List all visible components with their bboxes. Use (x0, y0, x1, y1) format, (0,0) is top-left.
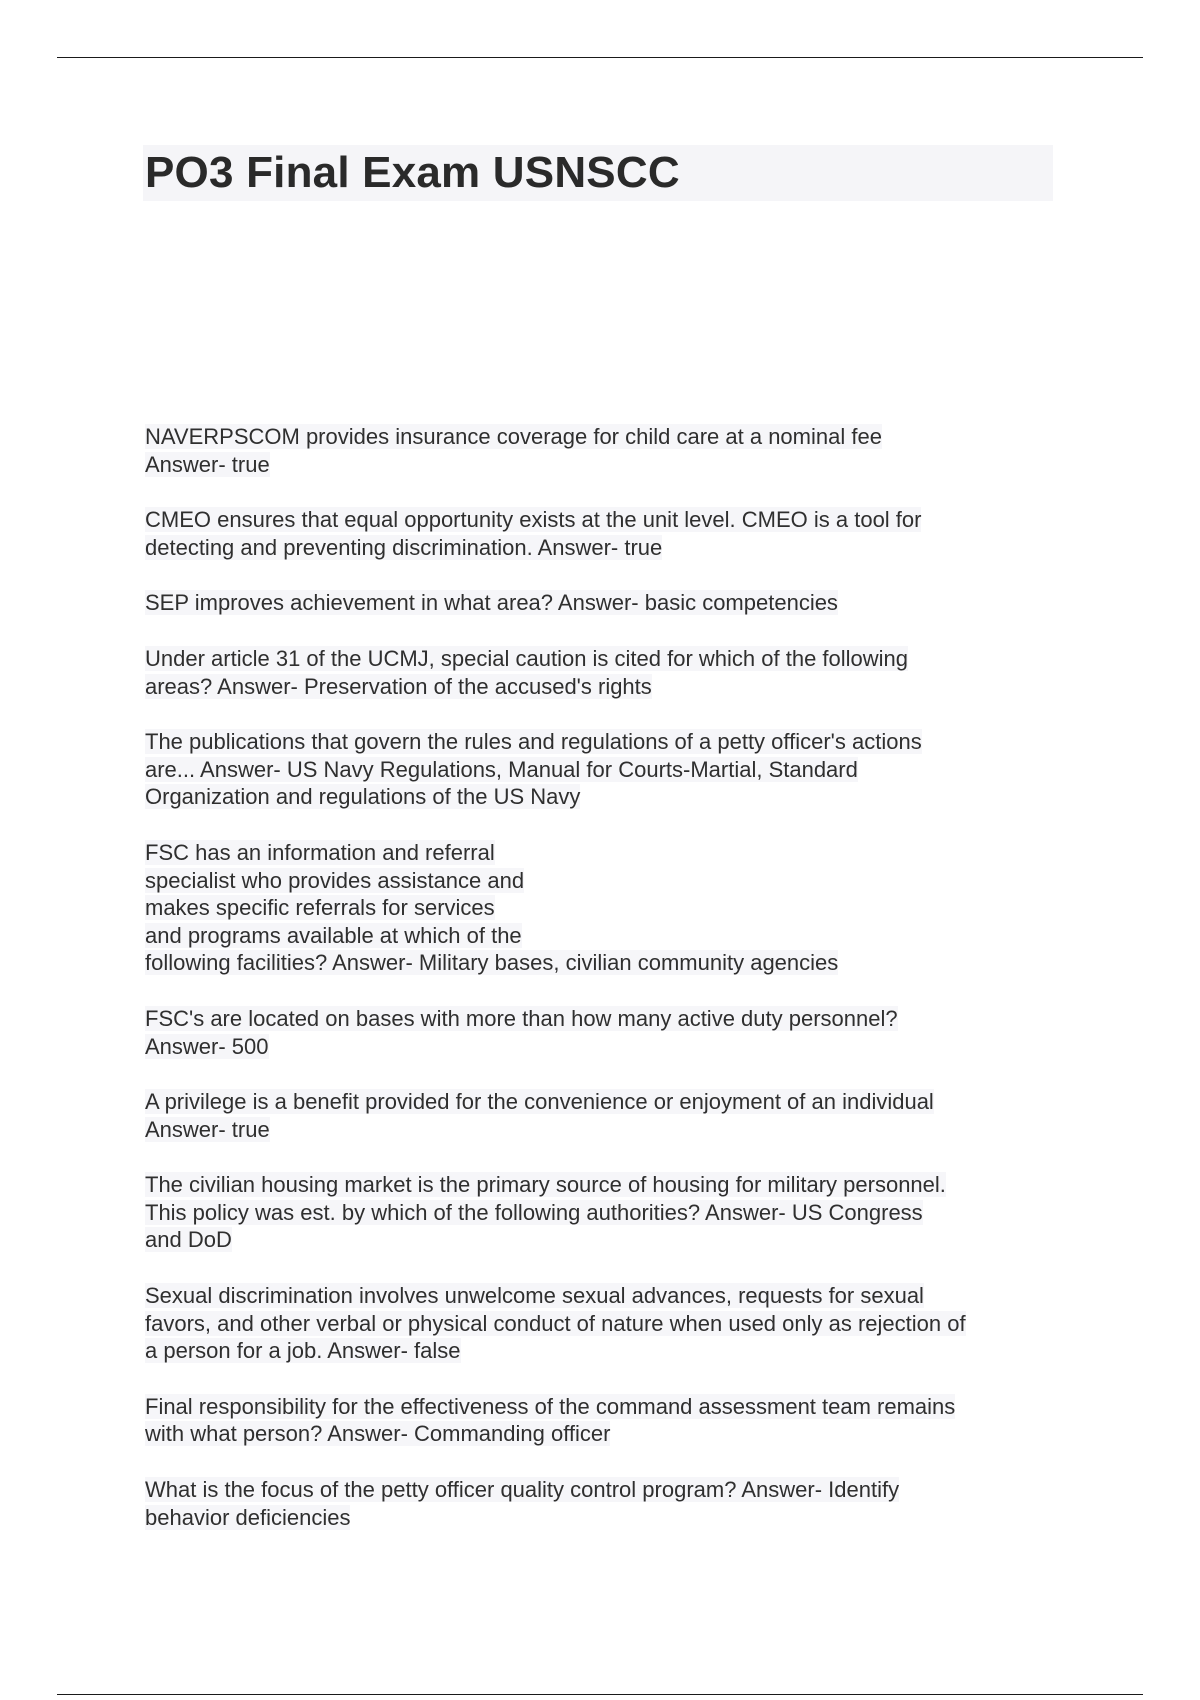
qa-text: CMEO ensures that equal opportunity exists at the unit level. CMEO is a tool for detecting and preventing discrimination. Answer- true (145, 507, 922, 560)
qa-item (145, 1476, 1065, 1531)
qa-text: FSC has an information and referral specialist who provides assistance and makes specific referrals for services and programs available at which of the following facilities? Answer- Military bases, civilian community agencies (145, 839, 839, 976)
qa-text: The publications that govern the rules and regulations of a petty officer's actions are... Answer- US Navy Regulations, Manual for Courts-Martial, Standard Organization and regulations of the US Navy (145, 729, 922, 810)
qa-text: SEP improves achievement in what area? Answer- basic competencies (145, 590, 838, 616)
qa-item (145, 506, 1065, 561)
qa-item (145, 1282, 1065, 1365)
qa-item (145, 1393, 1065, 1448)
qa-text: What is the focus of the petty officer quality control program? Answer- Identify behavior deficiencies (145, 1477, 900, 1530)
qa-text: Sexual discrimination involves unwelcome sexual advances, requests for sexual favors, and other verbal or physical conduct of nature when used only as rejection of a person for a job. Answer- false (145, 1283, 966, 1364)
qa-item (145, 839, 1065, 977)
qa-text: A privilege is a benefit provided for the convenience or enjoyment of an individual Answer- true (145, 1089, 934, 1142)
qa-text: FSC's are located on bases with more than how many active duty personnel? Answer- 500 (145, 1005, 898, 1059)
qa-item (145, 1171, 1065, 1254)
qa-item (145, 1088, 1065, 1143)
qa-item (145, 423, 1065, 478)
qa-item (145, 728, 1065, 811)
page-title: PO3 Final Exam USNSCC (145, 148, 680, 197)
qa-item (145, 589, 1065, 617)
qa-item (145, 1005, 1065, 1060)
qa-text: The civilian housing market is the primary source of housing for military personnel. This policy was est. by which of the following authorities? Answer- US Congress and DoD (145, 1172, 946, 1253)
qa-text: Under article 31 of the UCMJ, special caution is cited for which of the following areas? Answer- Preservation of the accused's rights (145, 645, 909, 699)
qa-item (145, 645, 1065, 700)
top-divider (57, 57, 1143, 58)
qa-text: NAVERPSCOM provides insurance coverage for child care at a nominal fee Answer- true (145, 424, 882, 477)
qa-list (145, 423, 1065, 1559)
qa-text: Final responsibility for the effectiveness of the command assessment team remains with what person? Answer- Commanding officer (145, 1393, 956, 1447)
bottom-divider (57, 1694, 1143, 1695)
